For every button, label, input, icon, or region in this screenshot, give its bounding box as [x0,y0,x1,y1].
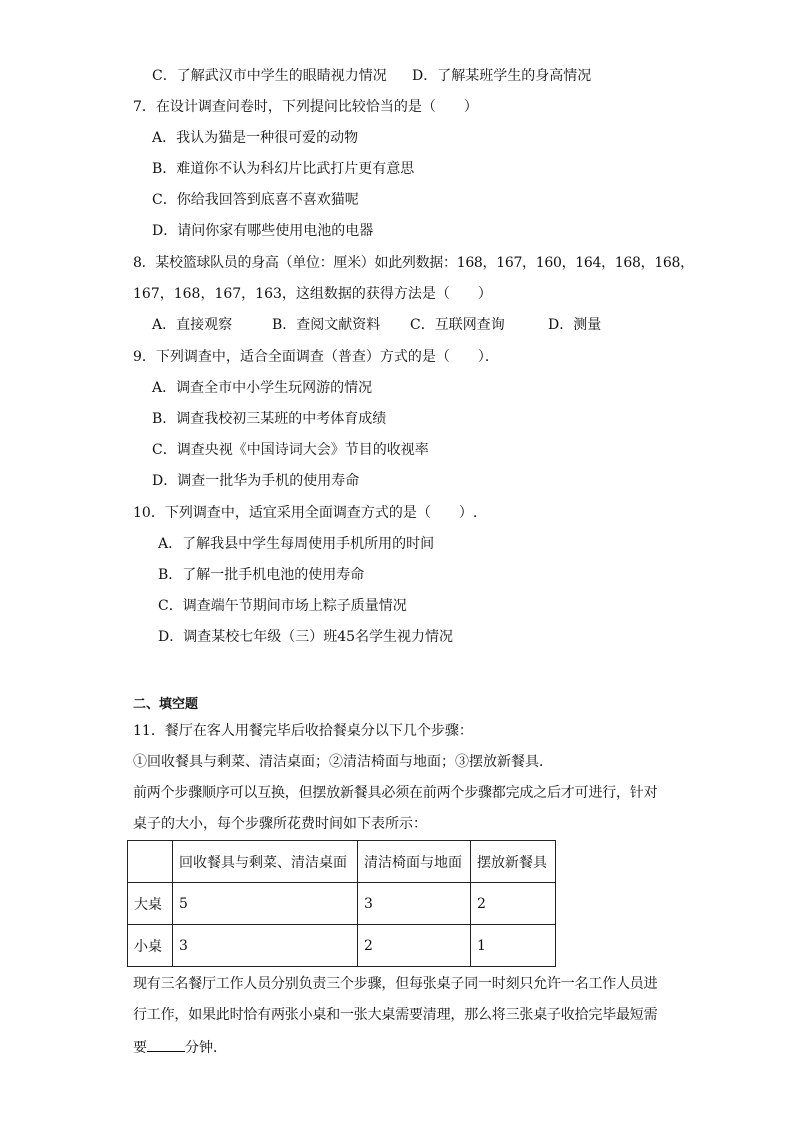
q11-after-line1: 现有三名餐厅工作人员分别负责三个步骤，但每张桌子同一时刻只允许一名工作人员进 [133,976,658,992]
q7-option-b: B．难道你不认为科幻片比武打片更有意思 [152,161,415,177]
q7-option-a: A．我认为猫是一种很可爱的动物 [152,130,359,146]
q9-stem: 9．下列调查中，适合全面调查（普查）方式的是（ ）． [133,349,499,365]
q9-option-d: D．调查一批华为手机的使用寿命 [152,473,360,489]
table-header-cell: 摆放新餐具 [471,841,556,883]
table-cell: 3 [358,883,471,925]
table-header-cell: 清洁椅面与地面 [358,841,471,883]
q10-option-a: A．了解我县中学生每周使用手机所用的时间 [158,536,435,552]
q10-stem: 10．下列调查中，适宜采用全面调查方式的是（ ）. [133,505,478,521]
answer-blank[interactable] [147,1036,185,1052]
steps-time-table [127,840,556,967]
table-header-cell: 回收餐具与剩菜、清洁桌面 [173,841,358,883]
q10-option-b: B．了解一批手机电池的使用寿命 [158,567,365,583]
q11-stem-line2: ①回收餐具与剩菜、清洁桌面；②清洁椅面与地面；③摆放新餐具． [133,754,553,770]
table-cell: 2 [471,883,556,925]
q8-option-a: A．直接观察 [152,317,233,333]
table-row [128,925,556,967]
q9-option-a: A．调查全市中小学生玩网游的情况 [152,380,373,396]
table-cell: 小桌 [128,925,173,967]
q10-option-c: C．调查端午节期间市场上粽子质量情况 [158,598,407,614]
table-header-row [128,841,556,883]
q11-after-line3-suffix: 分钟． [185,1040,227,1056]
q8-option-d: D．测量 [548,317,602,333]
q8-option-c: C．互联网查询 [410,317,505,333]
table-row [128,883,556,925]
q8-stem-line2: 167，168，167，163，这组数据的获得方法是（ ） [133,286,492,302]
q9-option-b: B．调查我校初三某班的中考体育成绩 [152,411,387,427]
table-cell: 2 [358,925,471,967]
q6-option-d: D．了解某班学生的身高情况 [412,68,592,84]
q8-stem-line1: 8．某校篮球队员的身高（单位：厘米）如此列数据：168，167，160，164，168，168， [133,255,694,271]
q11-stem-line3: 前两个步骤顺序可以互换，但摆放新餐具必须在前两个步骤都完成之后才可进行，针对 [133,785,658,801]
table-cell: 1 [471,925,556,967]
table-header-cell [128,841,173,883]
q9-option-c: C．调查央视《中国诗词大会》节目的收视率 [152,442,429,458]
q11-stem-line4: 桌子的大小，每个步骤所花费时间如下表所示： [133,816,427,832]
q10-option-d: D．调查某校七年级（三）班45名学生视力情况 [158,629,454,645]
table-cell: 5 [173,883,358,925]
q11-after-line3 [133,1036,227,1058]
q8-option-b: B．查阅文献资料 [272,317,381,333]
table-cell: 3 [173,925,358,967]
q11-after-line2: 行工作，如果此时恰有两张小桌和一张大桌需要清理，那么将三张桌子收拾完毕最短需 [133,1007,658,1023]
q7-option-c: C．你给我回答到底喜不喜欢猫呢 [152,192,359,208]
q11-stem-line1: 11．餐厅在客人用餐完毕后收拾餐桌分以下几个步骤： [133,723,473,739]
table-cell: 大桌 [128,883,173,925]
q6-option-c: C．了解武汉市中学生的眼睛视力情况 [152,68,387,84]
q7-option-d: D．请问你家有哪些使用电池的电器 [152,223,374,239]
section-title-fill-in: 二、填空题 [133,697,199,712]
q7-stem: 7．在设计调查问卷时，下列提问比较恰当的是（ ） [133,99,478,115]
q11-after-line3-prefix: 要 [133,1040,147,1056]
